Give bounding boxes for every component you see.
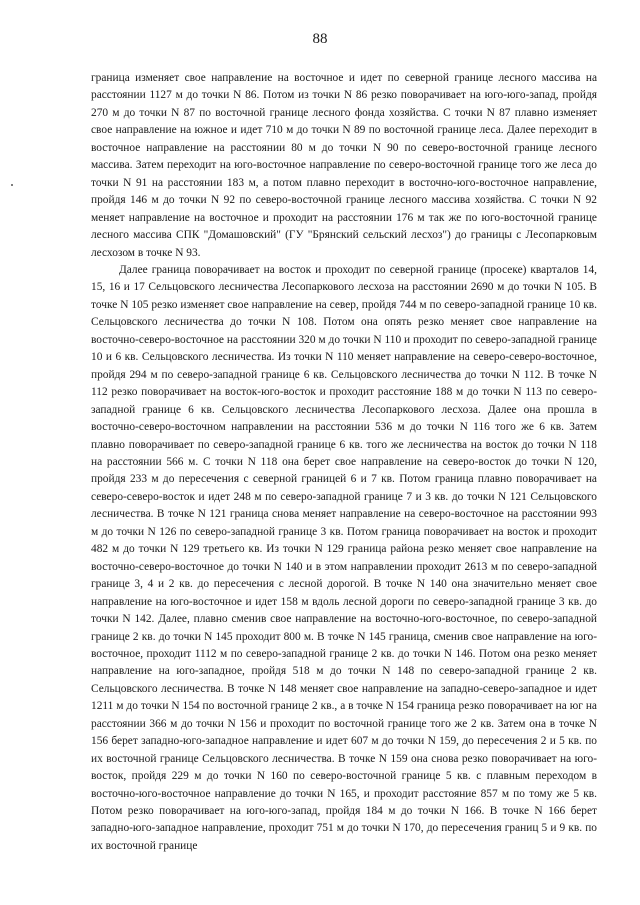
page-number: 88 [312,31,328,47]
paragraph-1: граница изменяет свое направление на восточное и идет по северной границе лесного массива на расстоянии 1127 м до точки N 86. Потом из точки N 86 резко поворачивает на юго-юго-запад, пройдя 270 м до точки N 87 по восточной границе лесного фонда хозяйства. С точки N 87 плавно изменяет свое направление на южное и идет 710 м до точки N 89 по восточной границе леса. Далее переходит в восточное направление на расстоянии 80 м до точки N 90 по северо-восточной границе лесного массива. Затем переходит на юго-восточное направление по северо-восточной границе того же леса до точки N 91 на расстоянии 183 м, а потом плавно переходит в восточно-юго-восточное направление, пройдя 146 м до точки N 92 по северо-восточной границе лесного массива хозяйства. С точки N 92 меняет направление на восточное и проходит на расстоянии 176 м так же по юго-восточной границе лесного массива СПК "Домашовский" (ГУ "Брянский сельский лесхоз") до границы с Лесопарковым лесхозом в точке N 93. [91,72,597,259]
document-body [91,70,597,855]
paragraph-2: Далее граница поворачивает на восток и проходит по северной границе (просеке) кварталов 14, 15, 16 и 17 Сельцовского лесничества Лесопаркового лесхоза на расстоянии 2690 м до точки N 105. В точке N 105 резко изменяет свое направление на север, пройдя 744 м по северо-западной границе 10 кв. Сельцовского лесничества до точки N 108. Потом она опять резко меняет свое направление на восточно-северо-восточное на расстоянии 320 м до точки N 110 и проходит по северо-западной границе 10 и 6 кв. Сельцовского лесничества. Из точки N 110 меняет направление на северо-северо-восточное, пройдя 294 м по северо-западной границе 6 кв. Сельцовского лесничества до точки N 112. В точке N 112 резко поворачивает на восток-юго-восток и проходит расстояние 188 м до точки N 113 по северо-западной границе 6 кв. Сельцовского лесничества Лесопаркового лесхоза. Далее она прошла в восточно-северо-восточном направлении на расстоянии 536 м до точки N 116 того же 6 кв. Затем плавно поворачивает по северо-западной границе 6 кв. того же лесничества на восток до точки N 118 на расстоянии 566 м. С точки N 118 она берет свое направление на северо-восток до точки N 120, пройдя 233 м до пересечения с северной границей 6 и 7 кв. Потом граница плавно поворачивает на северо-северо-восток и идет 248 м по северо-западной границе 7 и 3 кв. до точки N 121 Сельцовского лесничества. В точке N 121 граница снова меняет направление на северо-восточное на расстоянии 993 м до точки N 126 по северо-западной границе 3 кв. Потом граница поворачивает на восток и проходит 482 м до точки N 129 третьего кв. Из точки N 129 граница района резко меняет свое направление на восточно-северо-восточное до точки N 140 и в этом направлении проходит 2613 м по северо-западной границе 3, 4 и 2 кв. до пересечения с лесной дорогой. В точке N 140 она значительно меняет свое направление на юго-восточное и идет 158 м вдоль лесной дороги по северо-западной границе 3 кв. до точки N 142. Далее, плавно сменив свое направление на восточно-юго-восточное, по северо-западной границе 2 кв. до точки N 145 проходит 800 м. В точке N 145 граница, сменив свое направление на юго-восточное, проходит 1112 м по северо-западной границе 2 кв. до точки N 146. Потом она резко меняет направление на юго-западное, пройдя 518 м до точки N 148 по северо-западной границе 2 кв. Сельцовского лесничества. В точке N 148 меняет свое направление на западно-северо-западное и идет 1211 м до точки N 154 по восточной границе 2 кв., а в точке N 154 граница резко поворачивает на юг на расстоянии 366 м до точки N 156 и проходит по восточной границе того же 2 кв. Затем она в точке N 156 берет западно-юго-западное направление и идет 607 м до точки N 159, до пересечения 2 и 5 кв. по их восточной границе Сельцовского лесничества. В точке N 159 она снова резко поворачивает на юго-восток, пройдя 229 м до точки N 160 по северо-восточной границе 5 кв. с плавным переходом в восточно-юго-восточное направление до точки N 165, и проходит расстояние 857 м по тому же 5 кв. Потом резко поворачивает на юго-юго-запад, пройдя 184 м до точки N 166. В точке N 166 берет западно-юго-западное направление, проходит 751 м до точки N 170, до пересечения границ 5 и 9 кв. по их восточной границе [91,263,597,852]
scan-dot [11,184,13,186]
